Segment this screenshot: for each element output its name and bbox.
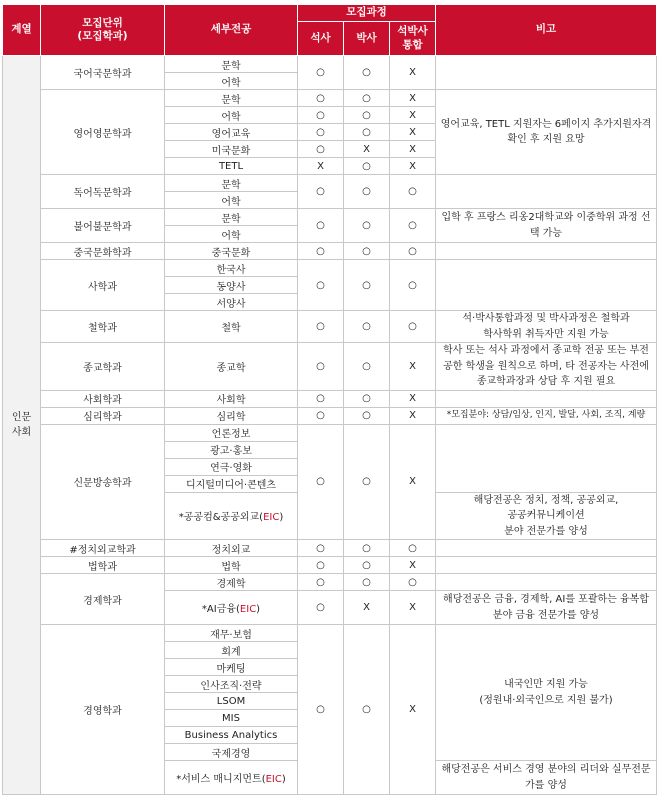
- major-cell: 어학: [165, 73, 298, 90]
- master-mark: ○: [298, 557, 344, 574]
- note-french: 입학 후 프랑스 리옹2대학교와 이중학위 과정 선 택 가능: [436, 209, 657, 243]
- major-cell: 어학: [165, 226, 298, 243]
- integrated-mark: X: [390, 625, 436, 795]
- doctor-mark: X: [344, 591, 390, 625]
- integrated-mark: X: [390, 141, 436, 158]
- major-cell: 중국문화: [165, 243, 298, 260]
- major-cell: 회계: [165, 642, 298, 659]
- integrated-mark: ○: [390, 209, 436, 243]
- table-row: [3, 424, 657, 441]
- major-cell: 디지털미디어·콘텐츠: [165, 475, 298, 492]
- major-eic-ai-finance: *AI금융(EIC): [165, 591, 298, 625]
- doctor-mark: ○: [344, 557, 390, 574]
- doctor-mark: ○: [344, 311, 390, 343]
- integrated-mark: X: [390, 390, 436, 407]
- table-row: [3, 243, 657, 260]
- dept-psychology: 심리학과: [41, 407, 165, 424]
- major-cell: 재무·보험: [165, 625, 298, 642]
- major-cell: LSOM: [165, 693, 298, 710]
- major-cell: 국제경영: [165, 744, 298, 761]
- dept-history: 사학과: [41, 260, 165, 311]
- master-mark: ○: [298, 625, 344, 795]
- major-eic-public-comm: *공공컴&공공외교(EIC): [165, 492, 298, 540]
- doctor-mark: ○: [344, 90, 390, 107]
- major-cell: 정치외교: [165, 540, 298, 557]
- note-economics-ai: 해당전공은 금융, 경제학, AI를 포괄하는 융복합 분야 금융 전문가를 양성: [436, 591, 657, 625]
- master-mark: ○: [298, 90, 344, 107]
- master-mark: ○: [298, 56, 344, 90]
- doctor-mark: X: [344, 141, 390, 158]
- integrated-mark: ○: [390, 540, 436, 557]
- major-cell: 사회학: [165, 390, 298, 407]
- master-mark: ○: [298, 243, 344, 260]
- table-row: [3, 209, 657, 226]
- table-row: [3, 56, 657, 73]
- major-cell: 광고·홍보: [165, 441, 298, 458]
- doctor-mark: ○: [344, 424, 390, 540]
- major-cell: 철학: [165, 311, 298, 343]
- doctor-mark: ○: [344, 107, 390, 124]
- major-cell: 언론정보: [165, 424, 298, 441]
- master-mark: ○: [298, 343, 344, 391]
- master-mark: ○: [298, 540, 344, 557]
- master-mark: ○: [298, 407, 344, 424]
- master-mark: ○: [298, 311, 344, 343]
- doctor-mark: ○: [344, 260, 390, 311]
- header-integrated: 석박사 통합: [390, 22, 436, 56]
- integrated-mark: X: [390, 407, 436, 424]
- doctor-mark: ○: [344, 243, 390, 260]
- header-field: 계열: [3, 5, 41, 56]
- major-eic-service-management: *서비스 매니지먼트(EIC): [165, 761, 298, 795]
- master-mark: ○: [298, 591, 344, 625]
- major-cell: 문학: [165, 175, 298, 192]
- major-cell: 동양사: [165, 277, 298, 294]
- integrated-mark: X: [390, 56, 436, 90]
- integrated-mark: X: [390, 124, 436, 141]
- table-row: [3, 343, 657, 391]
- doctor-mark: ○: [344, 390, 390, 407]
- doctor-mark: ○: [344, 209, 390, 243]
- master-mark: ○: [298, 574, 344, 591]
- dept-religion: 종교학과: [41, 343, 165, 391]
- doctor-mark: ○: [344, 124, 390, 141]
- master-mark: ○: [298, 424, 344, 540]
- integrated-mark: ○: [390, 260, 436, 311]
- dept-economics: 경제학과: [41, 574, 165, 625]
- table-row: [3, 557, 657, 574]
- dept-korean: 국어국문학과: [41, 56, 165, 90]
- dept-law: 법학과: [41, 557, 165, 574]
- major-cell: MIS: [165, 710, 298, 727]
- doctor-mark: ○: [344, 625, 390, 795]
- header-doctor: 박사: [344, 22, 390, 56]
- dept-philosophy: 철학과: [41, 311, 165, 343]
- dept-english: 영어영문학과: [41, 90, 165, 175]
- master-mark: X: [298, 158, 344, 175]
- doctor-mark: ○: [344, 407, 390, 424]
- major-cell: 문학: [165, 56, 298, 73]
- table-row: [3, 390, 657, 407]
- integrated-mark: ○: [390, 243, 436, 260]
- major-cell: Business Analytics: [165, 727, 298, 744]
- doctor-mark: ○: [344, 574, 390, 591]
- integrated-mark: ○: [390, 175, 436, 209]
- master-mark: ○: [298, 390, 344, 407]
- table-row: [3, 260, 657, 277]
- major-cell: 경제학: [165, 574, 298, 591]
- major-cell: 인사조직·전략: [165, 676, 298, 693]
- note-empty: [436, 557, 657, 574]
- doctor-mark: ○: [344, 175, 390, 209]
- field-humanities-social: 인문 사회: [3, 56, 41, 795]
- note-empty: [436, 574, 657, 591]
- master-mark: ○: [298, 107, 344, 124]
- table-row: [3, 175, 657, 192]
- table-row: [3, 407, 657, 424]
- note-empty: [436, 243, 657, 260]
- major-cell: 마케팅: [165, 659, 298, 676]
- header-major: 세부전공: [165, 5, 298, 56]
- integrated-mark: X: [390, 557, 436, 574]
- note-philosophy: 석·박사통합과정 및 박사과정은 철학과 학사학위 취득자만 지원 가능: [436, 311, 657, 343]
- integrated-mark: ○: [390, 574, 436, 591]
- table-row: [3, 540, 657, 557]
- dept-journalism: 신문방송학과: [41, 424, 165, 540]
- table-row: [3, 625, 657, 642]
- master-mark: ○: [298, 209, 344, 243]
- note-empty: [436, 175, 657, 209]
- major-cell: 심리학: [165, 407, 298, 424]
- integrated-mark: X: [390, 107, 436, 124]
- note-empty: [436, 260, 657, 311]
- note-empty: [436, 390, 657, 407]
- note-empty: [436, 424, 657, 492]
- note-empty: [436, 56, 657, 90]
- note-business-eic: 해당전공은 서비스 경영 분야의 리더와 실무전문 가를 양성: [436, 761, 657, 795]
- table-row: [3, 90, 657, 107]
- major-cell: 어학: [165, 192, 298, 209]
- major-cell: 문학: [165, 90, 298, 107]
- major-cell: TETL: [165, 158, 298, 175]
- note-empty: [436, 540, 657, 557]
- master-mark: ○: [298, 260, 344, 311]
- major-cell: 서양사: [165, 294, 298, 311]
- integrated-mark: ○: [390, 311, 436, 343]
- header-course-group: 모집과정: [298, 5, 436, 22]
- dept-sociology: 사회학과: [41, 390, 165, 407]
- integrated-mark: X: [390, 158, 436, 175]
- note-english: 영어교육, TETL 지원자는 6페이지 추가지원자격 확인 후 지원 요망: [436, 90, 657, 175]
- table-row: [3, 311, 657, 343]
- dept-french: 불어불문학과: [41, 209, 165, 243]
- integrated-mark: X: [390, 90, 436, 107]
- major-cell: 영어교육: [165, 124, 298, 141]
- major-cell: 종교학: [165, 343, 298, 391]
- major-cell: 법학: [165, 557, 298, 574]
- dept-chinese: 중국문화학과: [41, 243, 165, 260]
- major-cell: 문학: [165, 209, 298, 226]
- integrated-mark: X: [390, 343, 436, 391]
- major-cell: 한국사: [165, 260, 298, 277]
- header-unit: 모집단위 (모집학과): [41, 5, 165, 56]
- doctor-mark: ○: [344, 56, 390, 90]
- note-journalism-eic: 해당전공은 정치, 정책, 공공외교, 공공커뮤니케이션 분야 전문가를 양성: [436, 492, 657, 540]
- note-religion: 학사 또는 석사 과정에서 종교학 전공 또는 부전 공한 학생을 원칙으로 하며, 타 전공자는 사전에 종교학과장과 상담 후 지원 필요: [436, 343, 657, 391]
- doctor-mark: ○: [344, 343, 390, 391]
- dept-german: 독어독문학과: [41, 175, 165, 209]
- note-psychology: *모집분야: 상담/임상, 인지, 발달, 사회, 조직, 계량: [436, 407, 657, 424]
- major-cell: 연극·영화: [165, 458, 298, 475]
- integrated-mark: X: [390, 424, 436, 540]
- major-cell: 어학: [165, 107, 298, 124]
- major-cell: 미국문화: [165, 141, 298, 158]
- admissions-table: [2, 4, 657, 795]
- header-master: 석사: [298, 22, 344, 56]
- dept-business: 경영학과: [41, 625, 165, 795]
- table-row: [3, 574, 657, 591]
- note-business: 내국인만 지원 가능 (정원내·외국인으로 지원 불가): [436, 625, 657, 761]
- integrated-mark: X: [390, 591, 436, 625]
- master-mark: ○: [298, 175, 344, 209]
- doctor-mark: ○: [344, 158, 390, 175]
- master-mark: ○: [298, 141, 344, 158]
- dept-politics: #정치외교학과: [41, 540, 165, 557]
- header-note: 비고: [436, 5, 657, 56]
- master-mark: ○: [298, 124, 344, 141]
- doctor-mark: ○: [344, 540, 390, 557]
